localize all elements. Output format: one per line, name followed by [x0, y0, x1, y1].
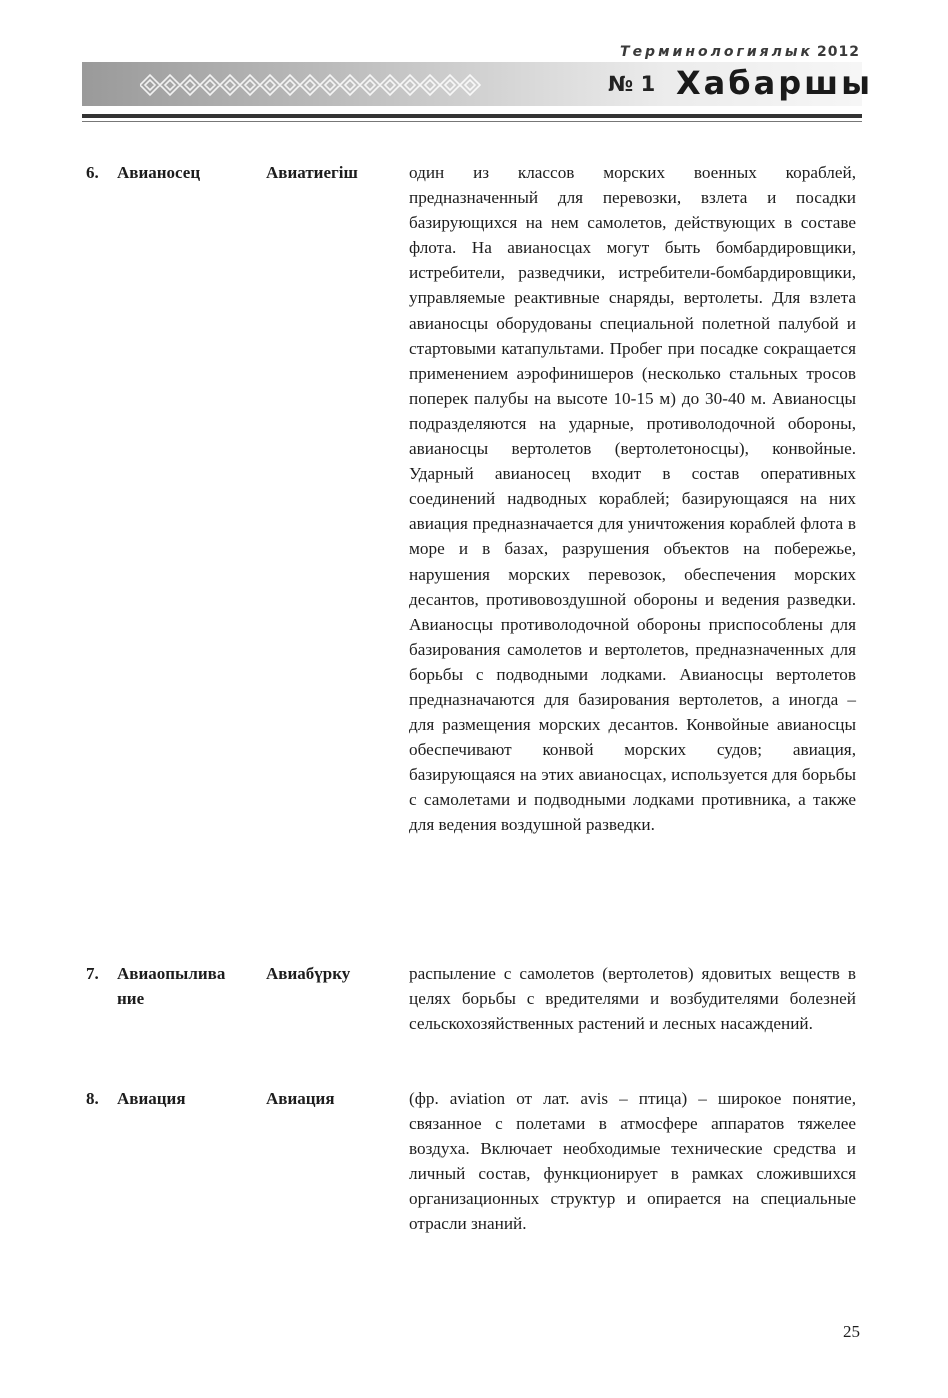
term-russian: Авианосец	[117, 163, 201, 182]
journal-name: Терминологиялык	[620, 44, 814, 60]
entry-number: 6.	[86, 163, 99, 182]
term-kyrgyz: Авиабүрку	[266, 964, 351, 983]
header-rule	[82, 114, 862, 118]
journal-year: 2012	[817, 44, 860, 60]
ornament-pattern	[140, 72, 490, 98]
page-number: 25	[843, 1322, 860, 1341]
journal-title	[560, 44, 860, 60]
term-russian-text: Авиаопыливание	[117, 964, 226, 1008]
entry-definition: (фр. aviation от лат. avis – птица) – широкое понятие, связанное с полетами в атмосфере аппаратов тяжелее воздуха. Включает необходимые технические средства и личный состав, функционирует в рамках сложившихся организационных структур и опирается на специальные отрасли знаний.	[409, 1089, 856, 1234]
bulletin-title: Хабаршы	[676, 64, 874, 102]
issue-number: № 1	[608, 72, 656, 96]
header-rule-thin	[82, 121, 862, 122]
entry-number: 7.	[86, 964, 99, 983]
term-russian	[117, 961, 235, 1011]
term-russian: Авиация	[117, 1089, 186, 1108]
term-kyrgyz: Авиатиегіш	[266, 163, 358, 182]
term-kyrgyz: Авиация	[266, 1089, 335, 1108]
entry-number: 8.	[86, 1089, 99, 1108]
entry-definition: один из классов морских военных кораблей, предназначенный для перевозки, взлета и посадки базирующихся на нем самолетов, действующих в составе флота. На авианосцах могут быть бомбардировщики, истребители, разведчики, истребители-бомбардировщики, управляемые реактивные снаряды, вертолеты. Для взлета авианосцы оборудованы специальной полетной палубой и стартовыми катапультами. Пробег при посадке сокращается применением аэрофинишеров (несколько стальных тросов поперек палубы на высоте 10-15 м) до 30-40 м. Авианосцы подразделяются на ударные, противолодочной обороны, авианосцы вертолетов (вертолетоносцы), конвойные. Ударный авианосец входит в состав оперативных соединений надводных кораблей; базирующаяся на них авиация предназначается для уничтожения кораблей флота в море и в базах, разрушения объектов на побережье, нарушения морских перевозок, обеспечения морских десантов, противовоздушной обороны и ведения разведки. Авианосцы противолодочной обороны приспособлены для базирования самолетов и вертолетов, предназначенных для борьбы с подводными лодками. Авианосцы вертолетов предназначаются для базирования вертолетов, а иногда – для размещения морских десантов. Конвойные авианосцы обеспечивают конвой морских судов; авиация, базирующаяся на этих авианосцах, используется для борьбы с самолетами и подводными лодками противника, а также для ведения воздушной разведки.	[409, 163, 856, 835]
entry-definition: распыление с самолетов (вертолетов) ядовитых веществ в целях борьбы с вредителями и возбудителями болезней сельскохозяйственных растений и лесных насаждений.	[409, 964, 856, 1034]
